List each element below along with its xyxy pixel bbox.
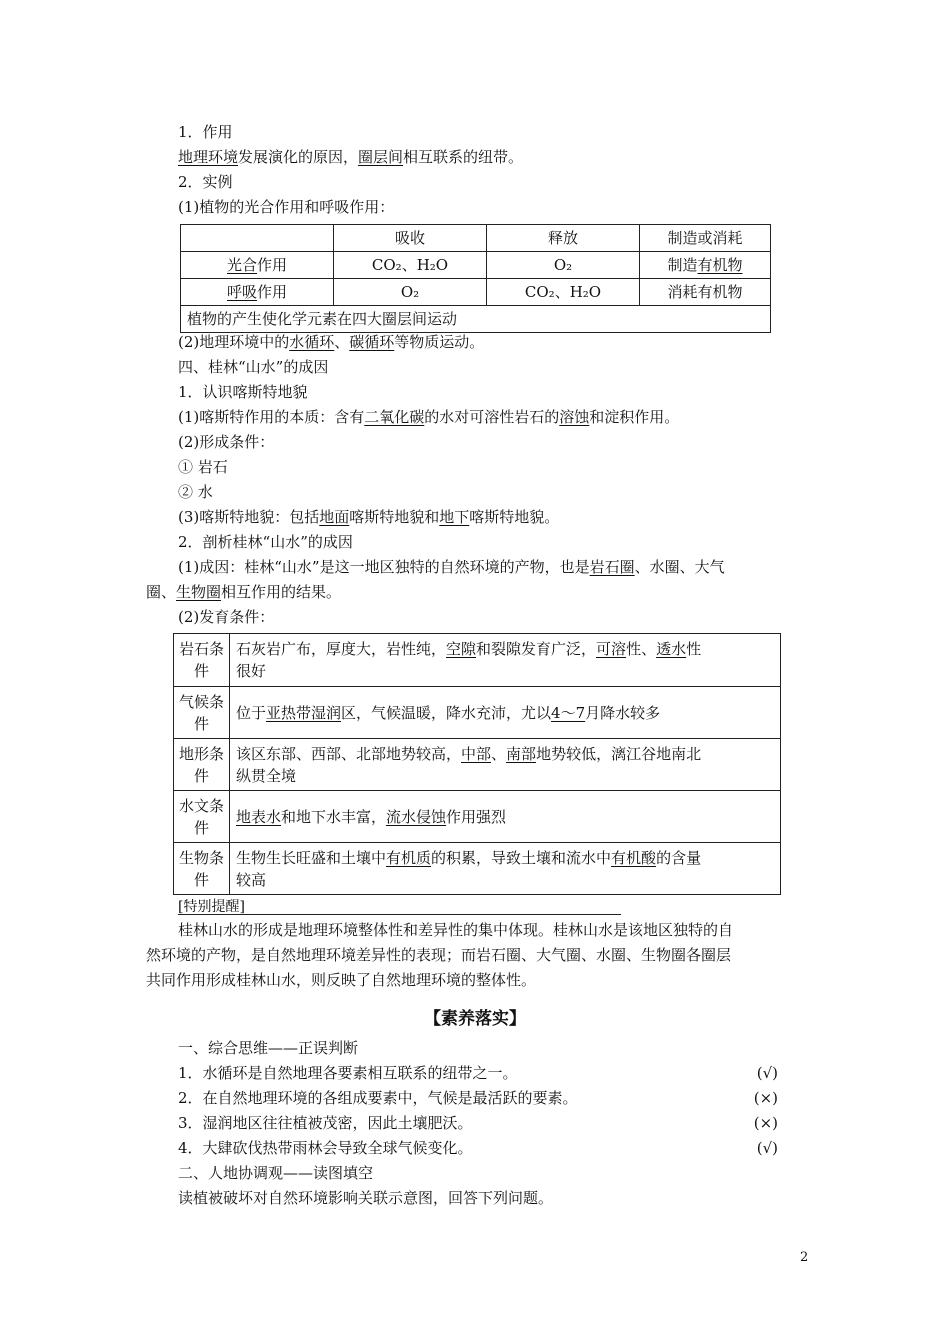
blank: 亚热带湿润: [266, 703, 342, 722]
blank: 中部: [461, 744, 492, 763]
table-row: [174, 739, 781, 791]
table-header-row: [181, 225, 771, 252]
text-span: 件: [193, 714, 209, 733]
photosynthesis-table: [180, 224, 771, 333]
heading-function: 1．作用: [178, 123, 233, 141]
blank: 流水侵蚀: [386, 807, 447, 826]
text-span: 纵贯全境: [236, 766, 297, 785]
blank: 有机物: [697, 256, 743, 274]
conditions-table: [173, 633, 781, 895]
text-span: 圈、: [146, 583, 177, 601]
text-span: 地形条: [178, 744, 224, 763]
table-cell: 制造或消耗: [640, 225, 771, 252]
heading-karst: 1．认识喀斯特地貌: [178, 383, 308, 401]
blank: 南部: [506, 744, 537, 763]
development-conditions: (2)发育条件：: [178, 608, 275, 626]
section-title: 【素养落实】: [424, 1009, 526, 1029]
text-span: 喀斯特地貌和: [349, 508, 440, 526]
item-text: 1．水循环是自然地理各要素相互联系的纽带之一。: [178, 1064, 518, 1082]
text-span: 月降水较多: [585, 703, 661, 722]
text-span: 较高: [236, 870, 267, 889]
blank: 4～7: [551, 703, 586, 722]
table-cell: [174, 791, 230, 843]
karst-essence: [178, 406, 679, 428]
table-cell: [230, 843, 781, 895]
table-cell: [230, 791, 781, 843]
text-span: 件: [193, 818, 209, 837]
table-note: 植物的产生使化学元素在四大圈层间运动: [181, 306, 771, 333]
table-cell: [181, 252, 334, 279]
text-span: (3)喀斯特地貌：包括: [178, 508, 320, 526]
text-span: 生物条: [178, 848, 224, 867]
heading-analysis: 2．剖析桂林“山水”的成因: [178, 533, 353, 551]
text-span: 位于: [236, 703, 267, 722]
table-cell: O₂: [487, 252, 640, 279]
blank: 二氧化碳: [364, 408, 425, 426]
tip-label: [特别提醒]: [178, 899, 245, 915]
table-cell: 释放: [487, 225, 640, 252]
text-span: 的积累，导致土壤和流水中: [431, 848, 612, 867]
text-span: 件: [193, 870, 209, 889]
table-note-row: [181, 306, 771, 333]
blank: 光合: [226, 256, 257, 274]
text-span: 件: [193, 662, 209, 680]
text-span: 气候条: [178, 692, 224, 711]
example-1-title: (1)植物的光合作用和呼吸作用：: [178, 198, 395, 216]
text-span: 岩石条: [178, 640, 224, 658]
tip-line: 桂林山水的形成是地理环境整体性和差异性的集中体现。桂林山水是该地区独特的自: [178, 921, 734, 939]
blank: 地表水: [236, 807, 282, 826]
table-cell: 吸收: [334, 225, 487, 252]
answer-mark: (√): [756, 1064, 778, 1082]
table-cell: 消耗有机物: [640, 279, 771, 306]
table-cell: [174, 739, 230, 791]
text-span: 发展演化的原因，: [238, 148, 359, 166]
condition-rock: ① 岩石: [178, 458, 228, 476]
table-cell: O₂: [334, 279, 487, 306]
text-span: 作用: [257, 256, 288, 274]
table-cell: [181, 279, 334, 306]
blank: 生物圈: [176, 583, 222, 601]
table-cell: [181, 225, 334, 252]
blank: 地下: [439, 508, 470, 526]
question-group-2-heading: 二、人地协调观——读图填空: [178, 1164, 374, 1182]
judgement-item: [178, 1087, 778, 1109]
material-cycle-text: [178, 331, 484, 353]
judgement-item: [178, 1062, 778, 1084]
table-cell: [230, 634, 781, 687]
karst-conditions: (2)形成条件：: [178, 433, 275, 451]
text-span: 的水对可溶性岩石的: [424, 408, 560, 426]
text-span: 作用: [257, 283, 288, 301]
text-span: 、水圈、大气: [634, 558, 725, 576]
table-row: [174, 687, 781, 739]
blank: 碳循环: [349, 333, 395, 351]
question-group-2-text: 读植被破坏对自然环境影响关联示意图，回答下列问题。: [178, 1189, 554, 1207]
tip-line: 然环境的产物，是自然地理环境差异性的表现；而岩石圈、大气圈、水圈、生物圈各圈层: [146, 946, 732, 964]
blank: 地理环境: [178, 148, 239, 166]
blank: 可溶: [596, 640, 627, 658]
text-span: 的含量: [656, 848, 702, 867]
karst-landform: [178, 506, 559, 528]
page-number: 2: [800, 1250, 809, 1265]
table-row: [174, 634, 781, 687]
heading-guilin: 四、桂林“山水”的成因: [178, 358, 329, 376]
text-span: 件: [193, 766, 209, 785]
table-row: [181, 279, 771, 306]
blank: 溶蚀: [559, 408, 590, 426]
text-span: 和淀积作用。: [589, 408, 680, 426]
table-cell: [640, 252, 771, 279]
text-span: 、: [491, 744, 507, 763]
blank: 空隙: [446, 640, 477, 658]
text-span: 区，气候温暖，降水充沛，尤以: [341, 703, 552, 722]
table-cell: [230, 739, 781, 791]
table-cell: [174, 843, 230, 895]
text-span: 喀斯特地貌。: [469, 508, 560, 526]
text-span: 地势较低，漓江谷地南北: [536, 744, 702, 763]
table-cell: [174, 634, 230, 687]
table-row: [174, 791, 781, 843]
text-span: (1)成因：桂林“山水”是这一地区独特的自然环境的产物，也是: [178, 558, 590, 576]
text-span: 作用强烈: [446, 807, 507, 826]
blank: 圈层间: [358, 148, 404, 166]
text-span: 、: [334, 333, 350, 351]
text-span: 相互联系的纽带。: [403, 148, 524, 166]
condition-water: ② 水: [178, 483, 213, 501]
cause-line-2: [146, 581, 341, 603]
table-cell: [174, 687, 230, 739]
question-group-1-heading: 一、综合思维——正误判断: [178, 1039, 359, 1057]
text-span: 很好: [236, 662, 267, 680]
judgement-item: [178, 1137, 778, 1159]
blank: 透水: [656, 640, 687, 658]
table-cell: CO₂、H₂O: [487, 279, 640, 306]
table-row: [181, 252, 771, 279]
text-span: 水文条: [178, 796, 224, 815]
text-span: (1)喀斯特作用的本质：含有: [178, 408, 365, 426]
text-span: 石灰岩广布，厚度大，岩性纯，: [236, 640, 447, 658]
blank: 有机质: [386, 848, 432, 867]
text-span: 和裂隙发育广泛，: [476, 640, 597, 658]
item-text: 3．湿润地区往往植被茂密，因此土壤肥沃。: [178, 1114, 473, 1132]
heading-example: 2．实例: [178, 173, 233, 191]
item-text: 2．在自然地理环境的各组成要素中，气候是最活跃的要素。: [178, 1089, 578, 1107]
tip-divider: [178, 914, 621, 915]
function-text: [178, 146, 523, 168]
text-span: 性、: [626, 640, 657, 658]
text-span: 和地下水丰富，: [281, 807, 387, 826]
blank: 地面: [319, 508, 350, 526]
text-span: 性: [686, 640, 702, 658]
text-span: 相互作用的结果。: [221, 583, 342, 601]
blank: 呼吸: [226, 283, 257, 301]
text-span: 该区东部、西部、北部地势较高，: [236, 744, 462, 763]
blank: 岩石圈: [589, 558, 635, 576]
table-row: [174, 843, 781, 895]
answer-mark: (√): [756, 1139, 778, 1157]
table-cell: [230, 687, 781, 739]
answer-mark: (×): [753, 1089, 778, 1107]
blank: 有机酸: [611, 848, 657, 867]
text-span: 制造: [667, 256, 698, 274]
cause-line-1: [178, 556, 725, 578]
table-cell: CO₂、H₂O: [334, 252, 487, 279]
judgement-item: [178, 1112, 778, 1134]
text-span: 等物质运动。: [394, 333, 485, 351]
tip-line: 共同作用形成桂林山水，则反映了自然地理环境的整体性。: [146, 971, 537, 989]
blank: 水循环: [289, 333, 335, 351]
text-span: (2)地理环境中的: [178, 333, 290, 351]
text-span: 生物生长旺盛和土壤中: [236, 848, 387, 867]
answer-mark: (×): [753, 1114, 778, 1132]
item-text: 4．大肆砍伐热带雨林会导致全球气候变化。: [178, 1139, 473, 1157]
